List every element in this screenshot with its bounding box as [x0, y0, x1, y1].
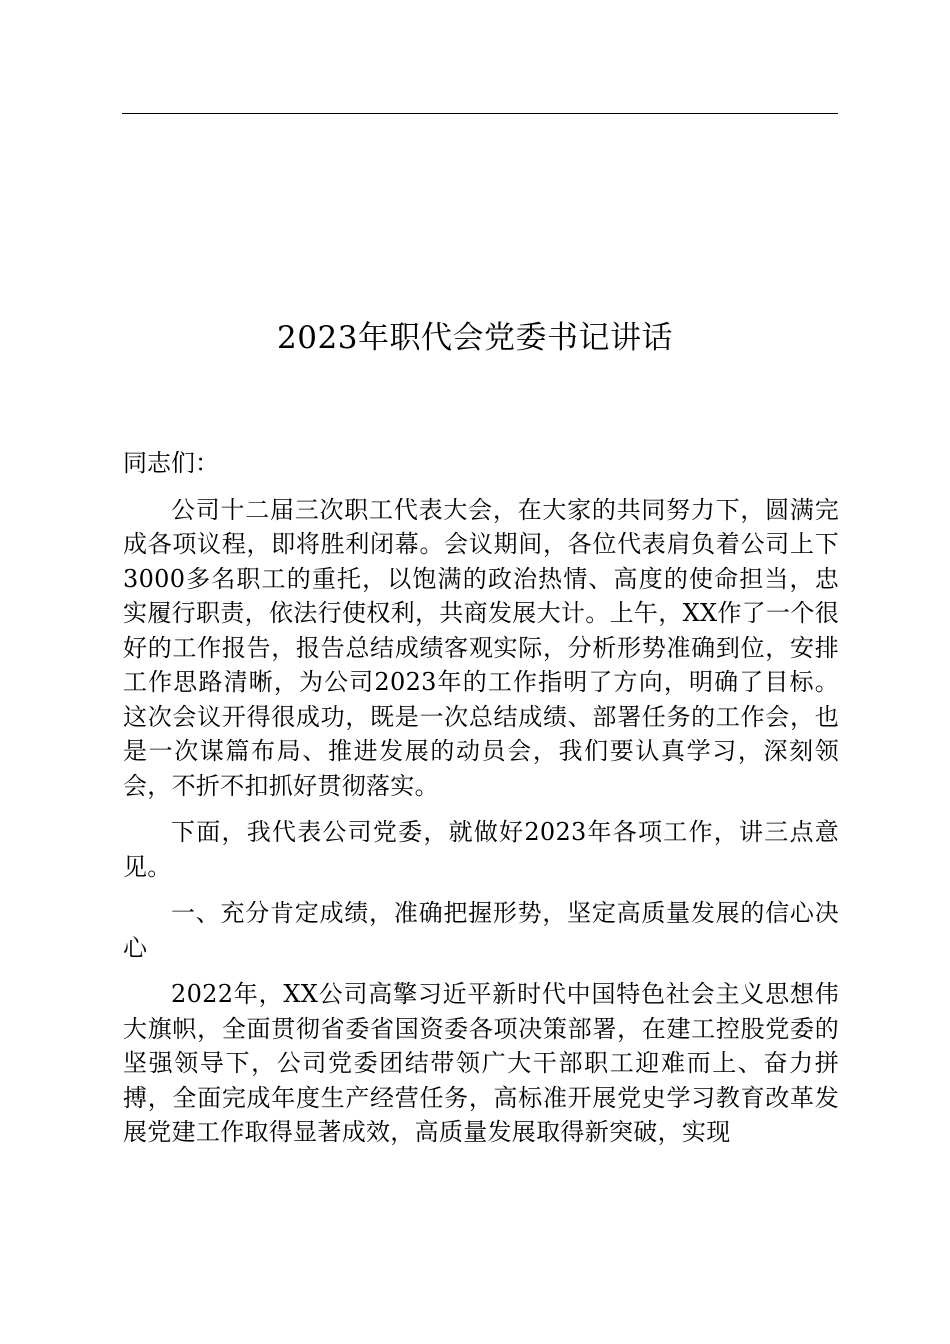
paragraph-opening: 公司十二届三次职工代表大会，在大家的共同努力下，圆满完成各项议程，即将胜利闭幕。会议期间，各位代表肩负着公司上下3000多名职工的重托，以饱满的政治热情、高度的使命担当，忠实履行职责，依法行使权利，共商发展大计。上午，XX作了一个很好的工作报告，报告总结成绩客观实际，分析形势准确到位，安排工作思路清晰，为公司2023年的工作指明了方向，明确了目标。这次会议开得很成功，既是一次总结成绩、部署任务的工作会，也是一次谋篇布局、推进发展的动员会，我们要认真学习，深刻领会，不折不扣抓好贯彻落实。	[123, 495, 839, 800]
header-divider	[122, 113, 838, 114]
paragraph-2022-review: 2022年，XX公司高擎习近平新时代中国特色社会主义思想伟大旗帜，全面贯彻省委省国资委各项决策部署，在建工控股党委的坚强领导下，公司党委团结带领广大干部职工迎难而上、奋力拼搏，全面完成年度生产经营任务，高标准开展党史学习教育改革发展党建工作取得显著成效，高质量发展取得新突破，实现	[123, 980, 839, 1146]
document-title: 2023年职代会党委书记讲话	[277, 320, 673, 356]
section-heading-1: 一、充分肯定成绩，准确把握形势，坚定高质量发展的信心决心	[123, 899, 839, 962]
salutation: 同志们：	[123, 449, 219, 477]
document-body	[123, 446, 839, 1162]
paragraph-intro: 下面，我代表公司党委，就做好2023年各项工作，讲三点意见。	[123, 818, 839, 881]
